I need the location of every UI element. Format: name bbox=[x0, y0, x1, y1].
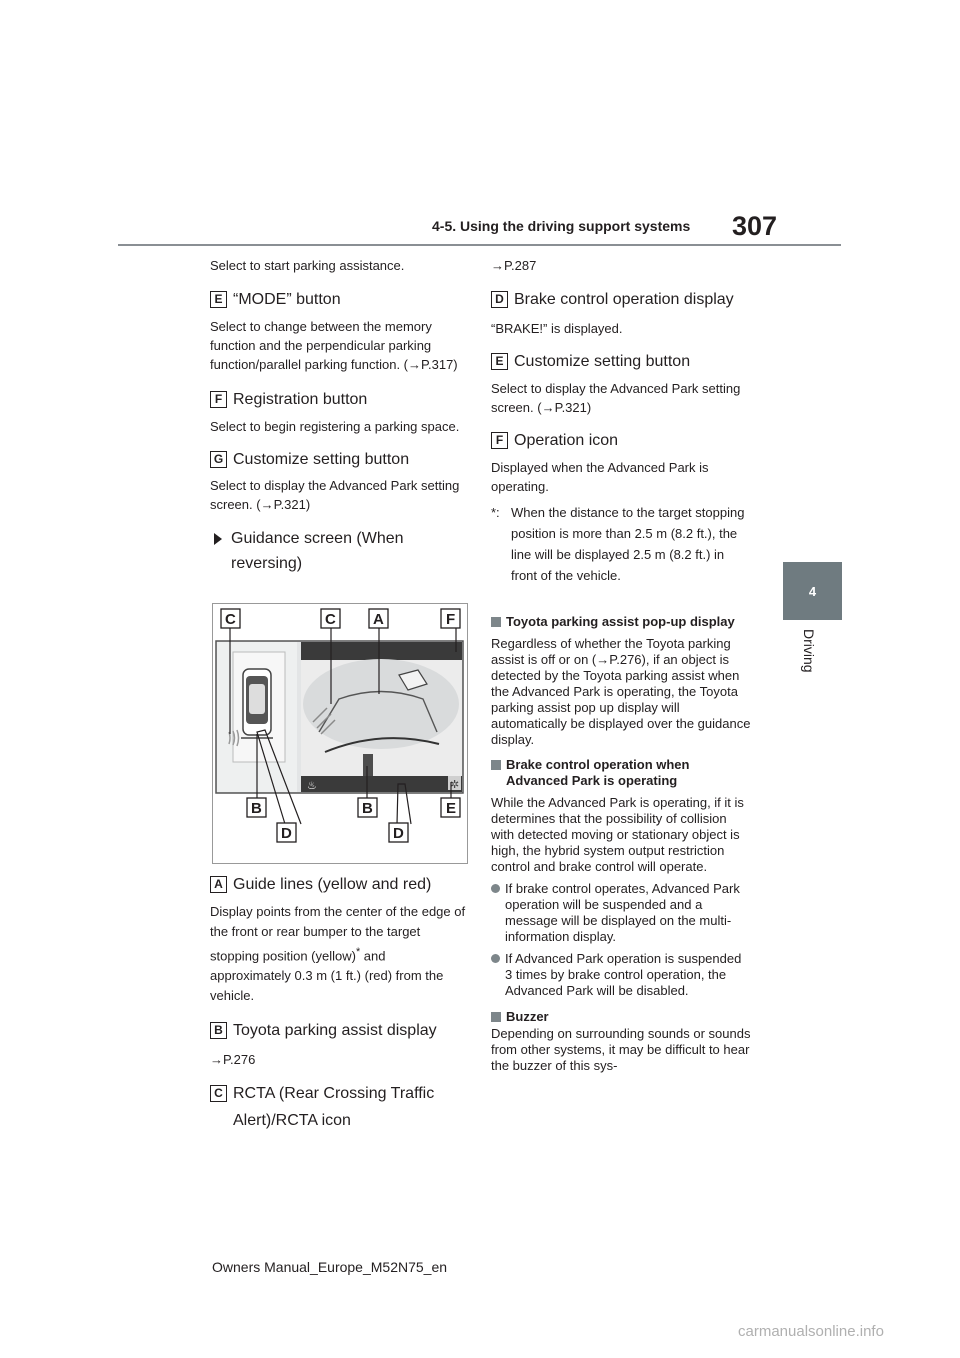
callout-d bbox=[389, 823, 408, 842]
callout-a bbox=[369, 609, 388, 628]
list-item-text: If Advanced Park operation is suspended 3 times by brake control operation, the Advanced Park will be disabled. bbox=[505, 951, 742, 998]
item-letter: E bbox=[210, 291, 227, 308]
section-title: Brake control operation when Advanced Park is operating bbox=[506, 757, 690, 788]
item-letter: G bbox=[210, 451, 227, 468]
footnote-mark: *: bbox=[491, 505, 500, 520]
intro-text: Select to start parking assistance. bbox=[210, 258, 405, 273]
footer-manual-id: Owners Manual_Europe_M52N75_en bbox=[212, 1259, 448, 1275]
section-heading bbox=[491, 614, 751, 630]
callout-e bbox=[441, 798, 460, 817]
item-heading bbox=[491, 348, 751, 375]
item-title: RCTA (Rear Crossing Traffic Alert)/RCTA icon bbox=[233, 1085, 435, 1130]
item-letter: B bbox=[210, 1022, 227, 1039]
callout-f bbox=[441, 609, 460, 628]
callout-letter: C bbox=[225, 611, 236, 628]
svg-text:♨: ♨ bbox=[307, 779, 317, 792]
item-title: Brake control operation display bbox=[514, 291, 734, 308]
item-title: Toyota parking assist display bbox=[233, 1022, 437, 1040]
callout-letter: C bbox=[325, 611, 336, 628]
subsection-heading bbox=[210, 526, 460, 576]
footnote-text: When the distance to the target stopping position is more than 2.5 m (8.2 ft.), the line will be displayed 2.5 m (8.2 ft.) in front of the vehicle. bbox=[511, 505, 745, 583]
item-letter: A bbox=[210, 876, 227, 893]
item-heading bbox=[210, 1080, 460, 1134]
guidance-screen-figure bbox=[212, 603, 468, 864]
section-title: 4-5. Using the driving support systems bbox=[432, 218, 691, 234]
square-bullet-icon bbox=[491, 760, 501, 770]
square-bullet-icon bbox=[491, 617, 501, 627]
item-heading bbox=[210, 1017, 470, 1044]
chapter-side-label bbox=[783, 626, 842, 686]
item-body bbox=[210, 902, 470, 1006]
section-title: Buzzer bbox=[506, 1009, 549, 1024]
item-title: Guide lines (yellow and red) bbox=[233, 876, 432, 893]
item-title: “MODE” button bbox=[233, 291, 341, 308]
watermark: carmanualsonline.info bbox=[738, 1323, 884, 1340]
footnote bbox=[491, 502, 751, 586]
subsection-title: Guidance screen (When reversing) bbox=[231, 530, 404, 572]
callout-d bbox=[277, 823, 296, 842]
callout-b bbox=[358, 798, 377, 817]
list-item-text: If brake control operates, Advanced Park operation will be suspended and a message will be displayed on the multi-information display. bbox=[505, 881, 740, 944]
item-title: Customize setting button bbox=[514, 353, 691, 370]
section-heading bbox=[491, 1009, 751, 1025]
item-letter: F bbox=[210, 391, 227, 408]
left-column-lower bbox=[210, 871, 470, 1134]
item-body: Select to display the Advanced Park setting screen. (→P.321) bbox=[491, 381, 741, 415]
svg-text:✲: ✲ bbox=[450, 778, 460, 791]
callout-c bbox=[221, 609, 240, 628]
item-body: Select to display the Advanced Park setting screen. (→P.321) bbox=[210, 478, 460, 512]
item-title: Customize setting button bbox=[233, 451, 410, 468]
footnote-mark: * bbox=[355, 946, 361, 958]
item-letter: D bbox=[491, 291, 508, 308]
section-body: While the Advanced Park is operating, if it is determines that the possibility of collision with detected moving or stationary object is high, the hybrid system output restriction control and brake control will operate. bbox=[491, 795, 744, 874]
guidance-screen-illustration bbox=[213, 604, 467, 863]
callout-b bbox=[247, 798, 266, 817]
item-body: Select to change between the memory function and the perpendicular parking function/parallel parking function. (→P.317) bbox=[210, 319, 458, 372]
list-item bbox=[491, 951, 751, 999]
item-title: Operation icon bbox=[514, 432, 619, 449]
circle-bullet-icon bbox=[491, 954, 500, 963]
callout-letter: F bbox=[446, 611, 456, 628]
section-heading bbox=[491, 757, 751, 789]
item-letter: C bbox=[210, 1085, 227, 1102]
section-title: Toyota parking assist pop-up display bbox=[506, 614, 735, 629]
item-body: →P.287 bbox=[491, 258, 537, 273]
page-number: 307 bbox=[732, 211, 778, 241]
chapter-tab bbox=[783, 562, 842, 620]
triangle-bullet-icon bbox=[214, 533, 222, 545]
item-body: Select to begin registering a parking space. bbox=[210, 419, 460, 434]
item-body: →P.276 bbox=[210, 1052, 256, 1068]
body-text: Display points from the center of the edge of the front or rear bumper to the target stopping position (yellow) bbox=[210, 904, 466, 964]
header-divider bbox=[118, 244, 841, 246]
circle-bullet-icon bbox=[491, 884, 500, 893]
item-heading bbox=[210, 386, 470, 413]
item-heading bbox=[210, 286, 470, 313]
chapter-number: 4 bbox=[808, 583, 817, 599]
chapter-label: Driving bbox=[801, 629, 817, 673]
callout-letter: D bbox=[281, 825, 292, 842]
section-body: Depending on surrounding sounds or sounds from other systems, it may be difficult to hear the buzzer of this sys- bbox=[491, 1026, 751, 1073]
body-text: and approximately 0.3 m (1 ft.) (red) from the vehicle. bbox=[210, 948, 444, 1004]
left-column bbox=[210, 256, 470, 576]
callout-letter: B bbox=[362, 800, 373, 817]
callout-letter: B bbox=[251, 800, 262, 817]
callout-c bbox=[321, 609, 340, 628]
item-heading bbox=[210, 871, 470, 898]
callout-letter: E bbox=[446, 800, 457, 817]
item-heading bbox=[210, 446, 470, 473]
right-column bbox=[491, 256, 751, 1074]
item-heading bbox=[491, 427, 751, 454]
item-heading bbox=[491, 286, 751, 313]
list-item bbox=[491, 881, 751, 945]
item-body: “BRAKE!” is displayed. bbox=[491, 321, 623, 336]
item-title: Registration button bbox=[233, 391, 368, 408]
section-body: Regardless of whether the Toyota parking assist is off or on (→P.276), if an object is detected by the Toyota parking assist when the Advanced Park is operating, the Toyota parking assist pop up display will automatically be displayed over the guidance display. bbox=[491, 636, 751, 747]
callout-letter: D bbox=[393, 825, 404, 842]
callout-letter: A bbox=[373, 611, 384, 628]
square-bullet-icon bbox=[491, 1012, 501, 1022]
item-letter: F bbox=[491, 432, 508, 449]
item-body: Displayed when the Advanced Park is operating. bbox=[491, 460, 709, 494]
item-letter: E bbox=[491, 353, 508, 370]
